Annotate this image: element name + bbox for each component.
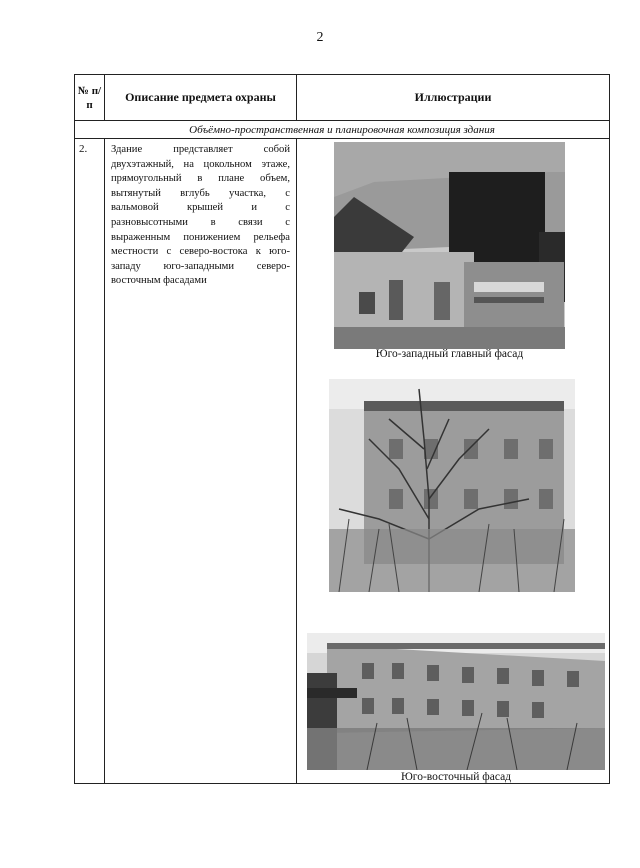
illustrations-cell	[297, 139, 610, 784]
caption-southwest-facade: Юго-западный главный фасад	[375, 348, 524, 360]
table-row	[75, 139, 610, 784]
row-number: 2.	[75, 139, 105, 784]
header-number: № п/п	[75, 75, 105, 121]
page-number: 2	[316, 30, 324, 45]
photo-southeast-facade	[307, 633, 605, 770]
section-row	[75, 121, 610, 139]
caption-southeast-facade: Юго-восточный фасад	[400, 771, 512, 783]
section-title: Объёмно-пространственная и планировочная композиция здания	[75, 121, 610, 139]
protection-subject-table	[74, 74, 610, 784]
row-description: Здание представляет собой двухэтажный, на цокольном этаже, прямоугольный в плане объем, вытянутый вглубь участка, с вальмовой крышей и с разновысотными в связи с выраженным понижением рельефа местности с северо-востока к юго-западу юго-западными северо- восточным фасадами	[105, 139, 297, 784]
table-header-row	[75, 75, 610, 121]
header-description: Описание предмета охраны	[105, 75, 297, 121]
photo-southwest-facade	[334, 142, 565, 349]
header-illustrations: Иллюстрации	[297, 75, 610, 121]
photo-northeast-facade	[329, 379, 575, 592]
